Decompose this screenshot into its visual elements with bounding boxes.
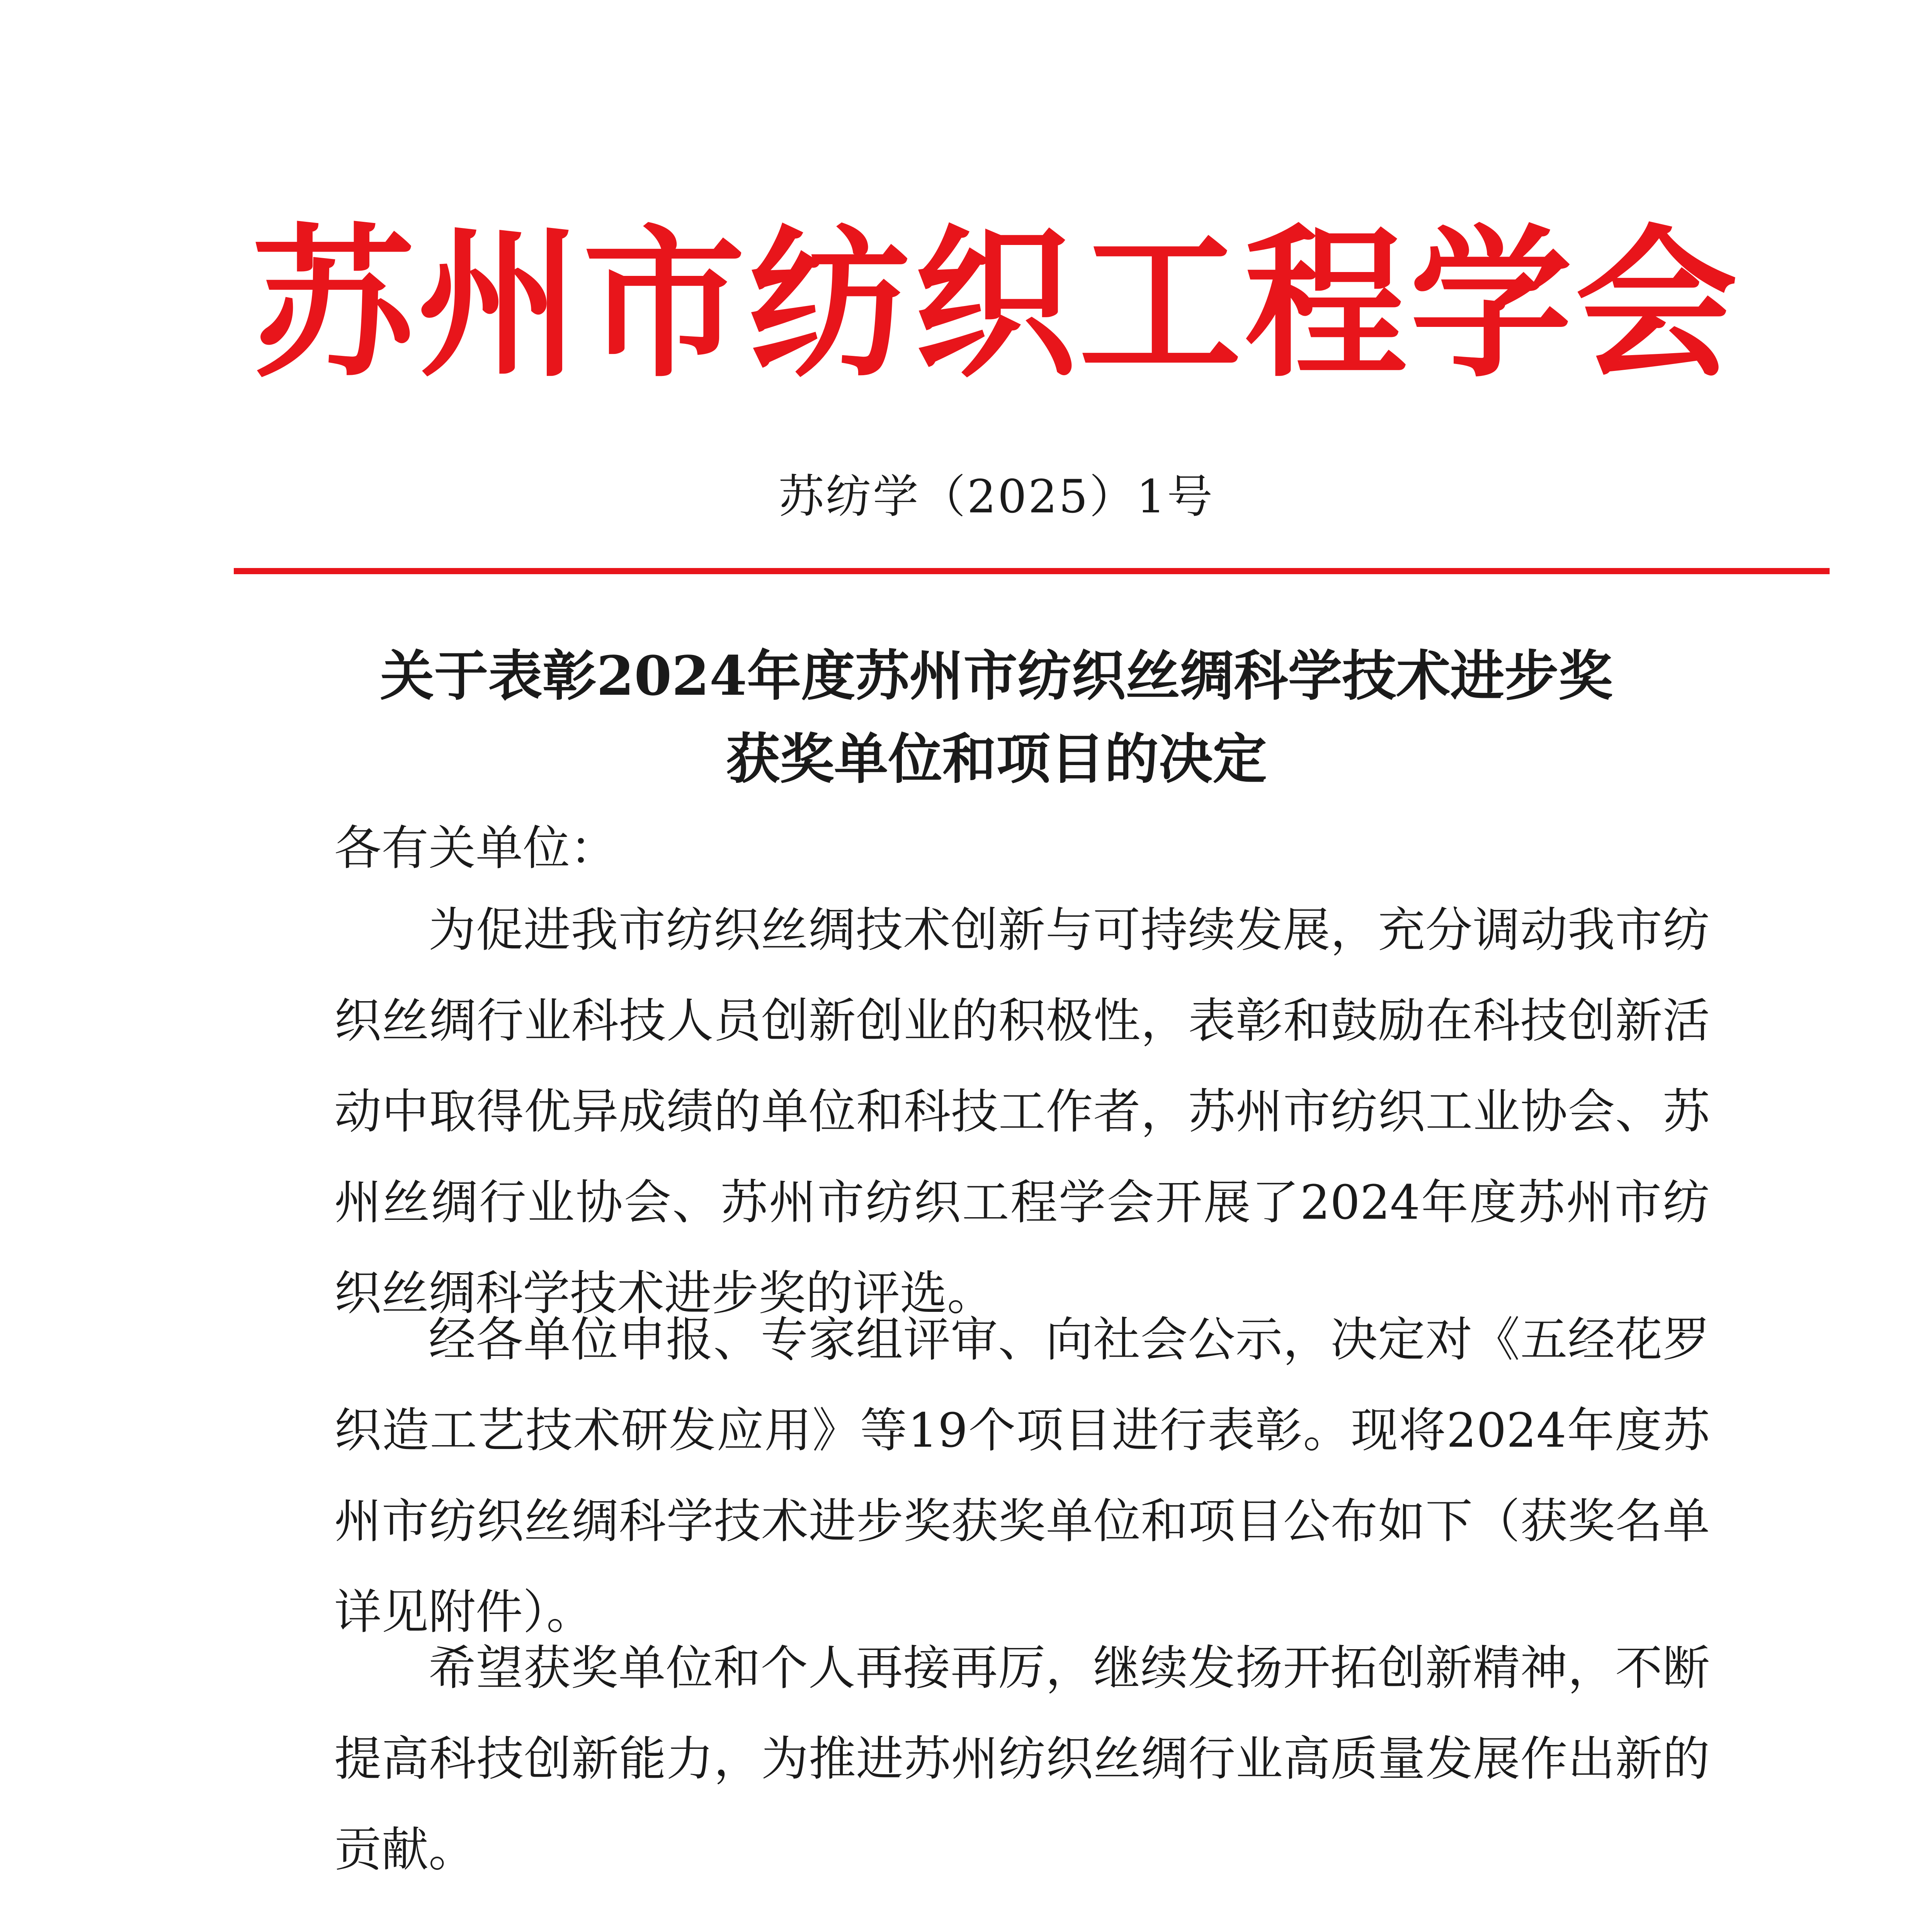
document-title-line-1: 关于表彰2024年度苏州市纺织丝绸科学技术进步奖 — [380, 645, 1613, 708]
body-paragraph-3: 希望获奖单位和个人再接再厉，继续发扬开拓创新精神，不断提高科技创新能力，为推进苏州纺织丝绸行业高质量发展作出新的贡献。 — [334, 1641, 1710, 1877]
body-paragraph-1: 为促进我市纺织丝绸技术创新与可持续发展，充分调动我市纺织丝绸行业科技人员创新创业的积极性，表彰和鼓励在科技创新活动中取得优异成绩的单位和科技工作者，苏州市纺织工业协会、苏州丝绸行业协会、苏州市纺织工程学会开展了2024年度苏州市纺织丝绸科学技术进步奖的评选。 — [334, 903, 1710, 1321]
document-title-line-2: 获奖单位和项目的决定 — [726, 728, 1267, 791]
salutation: 各有关单位： — [334, 821, 617, 876]
org-masthead: 苏州市纺织工程学会 — [252, 211, 1741, 400]
body-paragraph-2: 经各单位申报、专家组评审、向社会公示，决定对《五经花罗织造工艺技术研发应用》等19个项目进行表彰。现将2024年度苏州市纺织丝绸科学技术进步奖获奖单位和项目公布如下（获奖名单详见附件）。 — [334, 1312, 1710, 1639]
document-number: 苏纺学（2025）1号 — [778, 470, 1214, 523]
red-divider — [234, 568, 1830, 574]
